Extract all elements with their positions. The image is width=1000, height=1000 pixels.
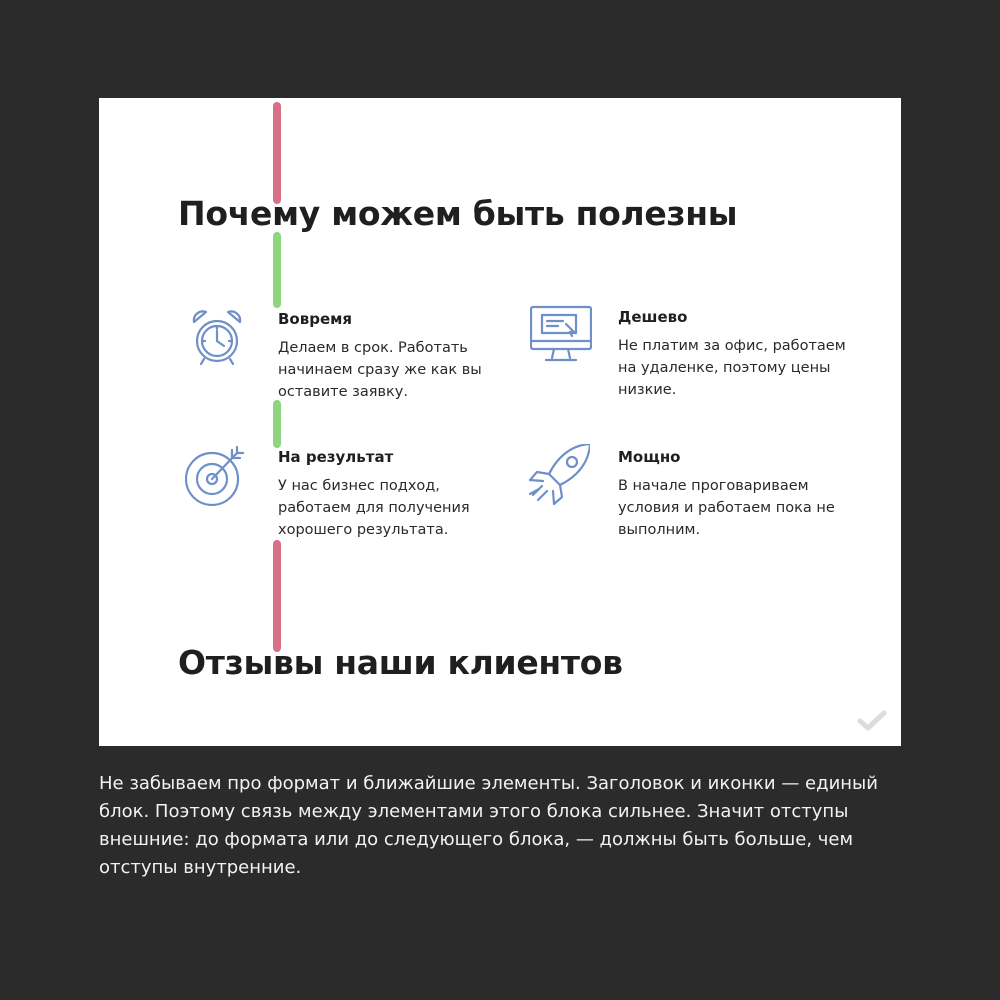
target-icon — [185, 444, 247, 506]
feature-title: На результат — [278, 448, 394, 466]
feature-description: У нас бизнес подход, работаем для получения хорошего результата. — [278, 478, 470, 538]
monitor-icon — [530, 304, 592, 366]
checkmark-icon — [857, 710, 887, 732]
feature-title: Мощно — [618, 448, 681, 466]
spacing-bar-heading-gap — [273, 232, 281, 308]
caption-text: Не забываем про формат и ближайшие элементы. Заголовок и иконки — единый блок. Поэтому связь между элементами этого блока сильнее. Значит отступы внешние: до формата или до следующего блока, — должны быть больше, чем отступы внутренние. — [99, 773, 878, 878]
slide-card — [99, 98, 901, 746]
feature-description: В начале проговариваем условия и работаем пока не выполним. — [618, 478, 835, 538]
feature-title: Дешево — [618, 308, 688, 326]
section-heading-reviews: Отзывы наши клиентов — [178, 643, 623, 682]
spacing-bar-row-gap — [273, 400, 281, 448]
spacing-bar-section-gap — [273, 540, 281, 652]
alarm-clock-icon — [190, 306, 252, 368]
feature-description: Делаем в срок. Работать начинаем сразу же как вы оставите заявку. — [278, 340, 482, 400]
rocket-icon — [528, 444, 590, 506]
spacing-bar-top — [273, 102, 281, 204]
feature-description: Не платим за офис, работаем на удаленке, поэтому цены низкие. — [618, 338, 846, 398]
section-heading-benefits: Почему можем быть полезны — [178, 194, 738, 233]
feature-title: Вовремя — [278, 310, 353, 328]
